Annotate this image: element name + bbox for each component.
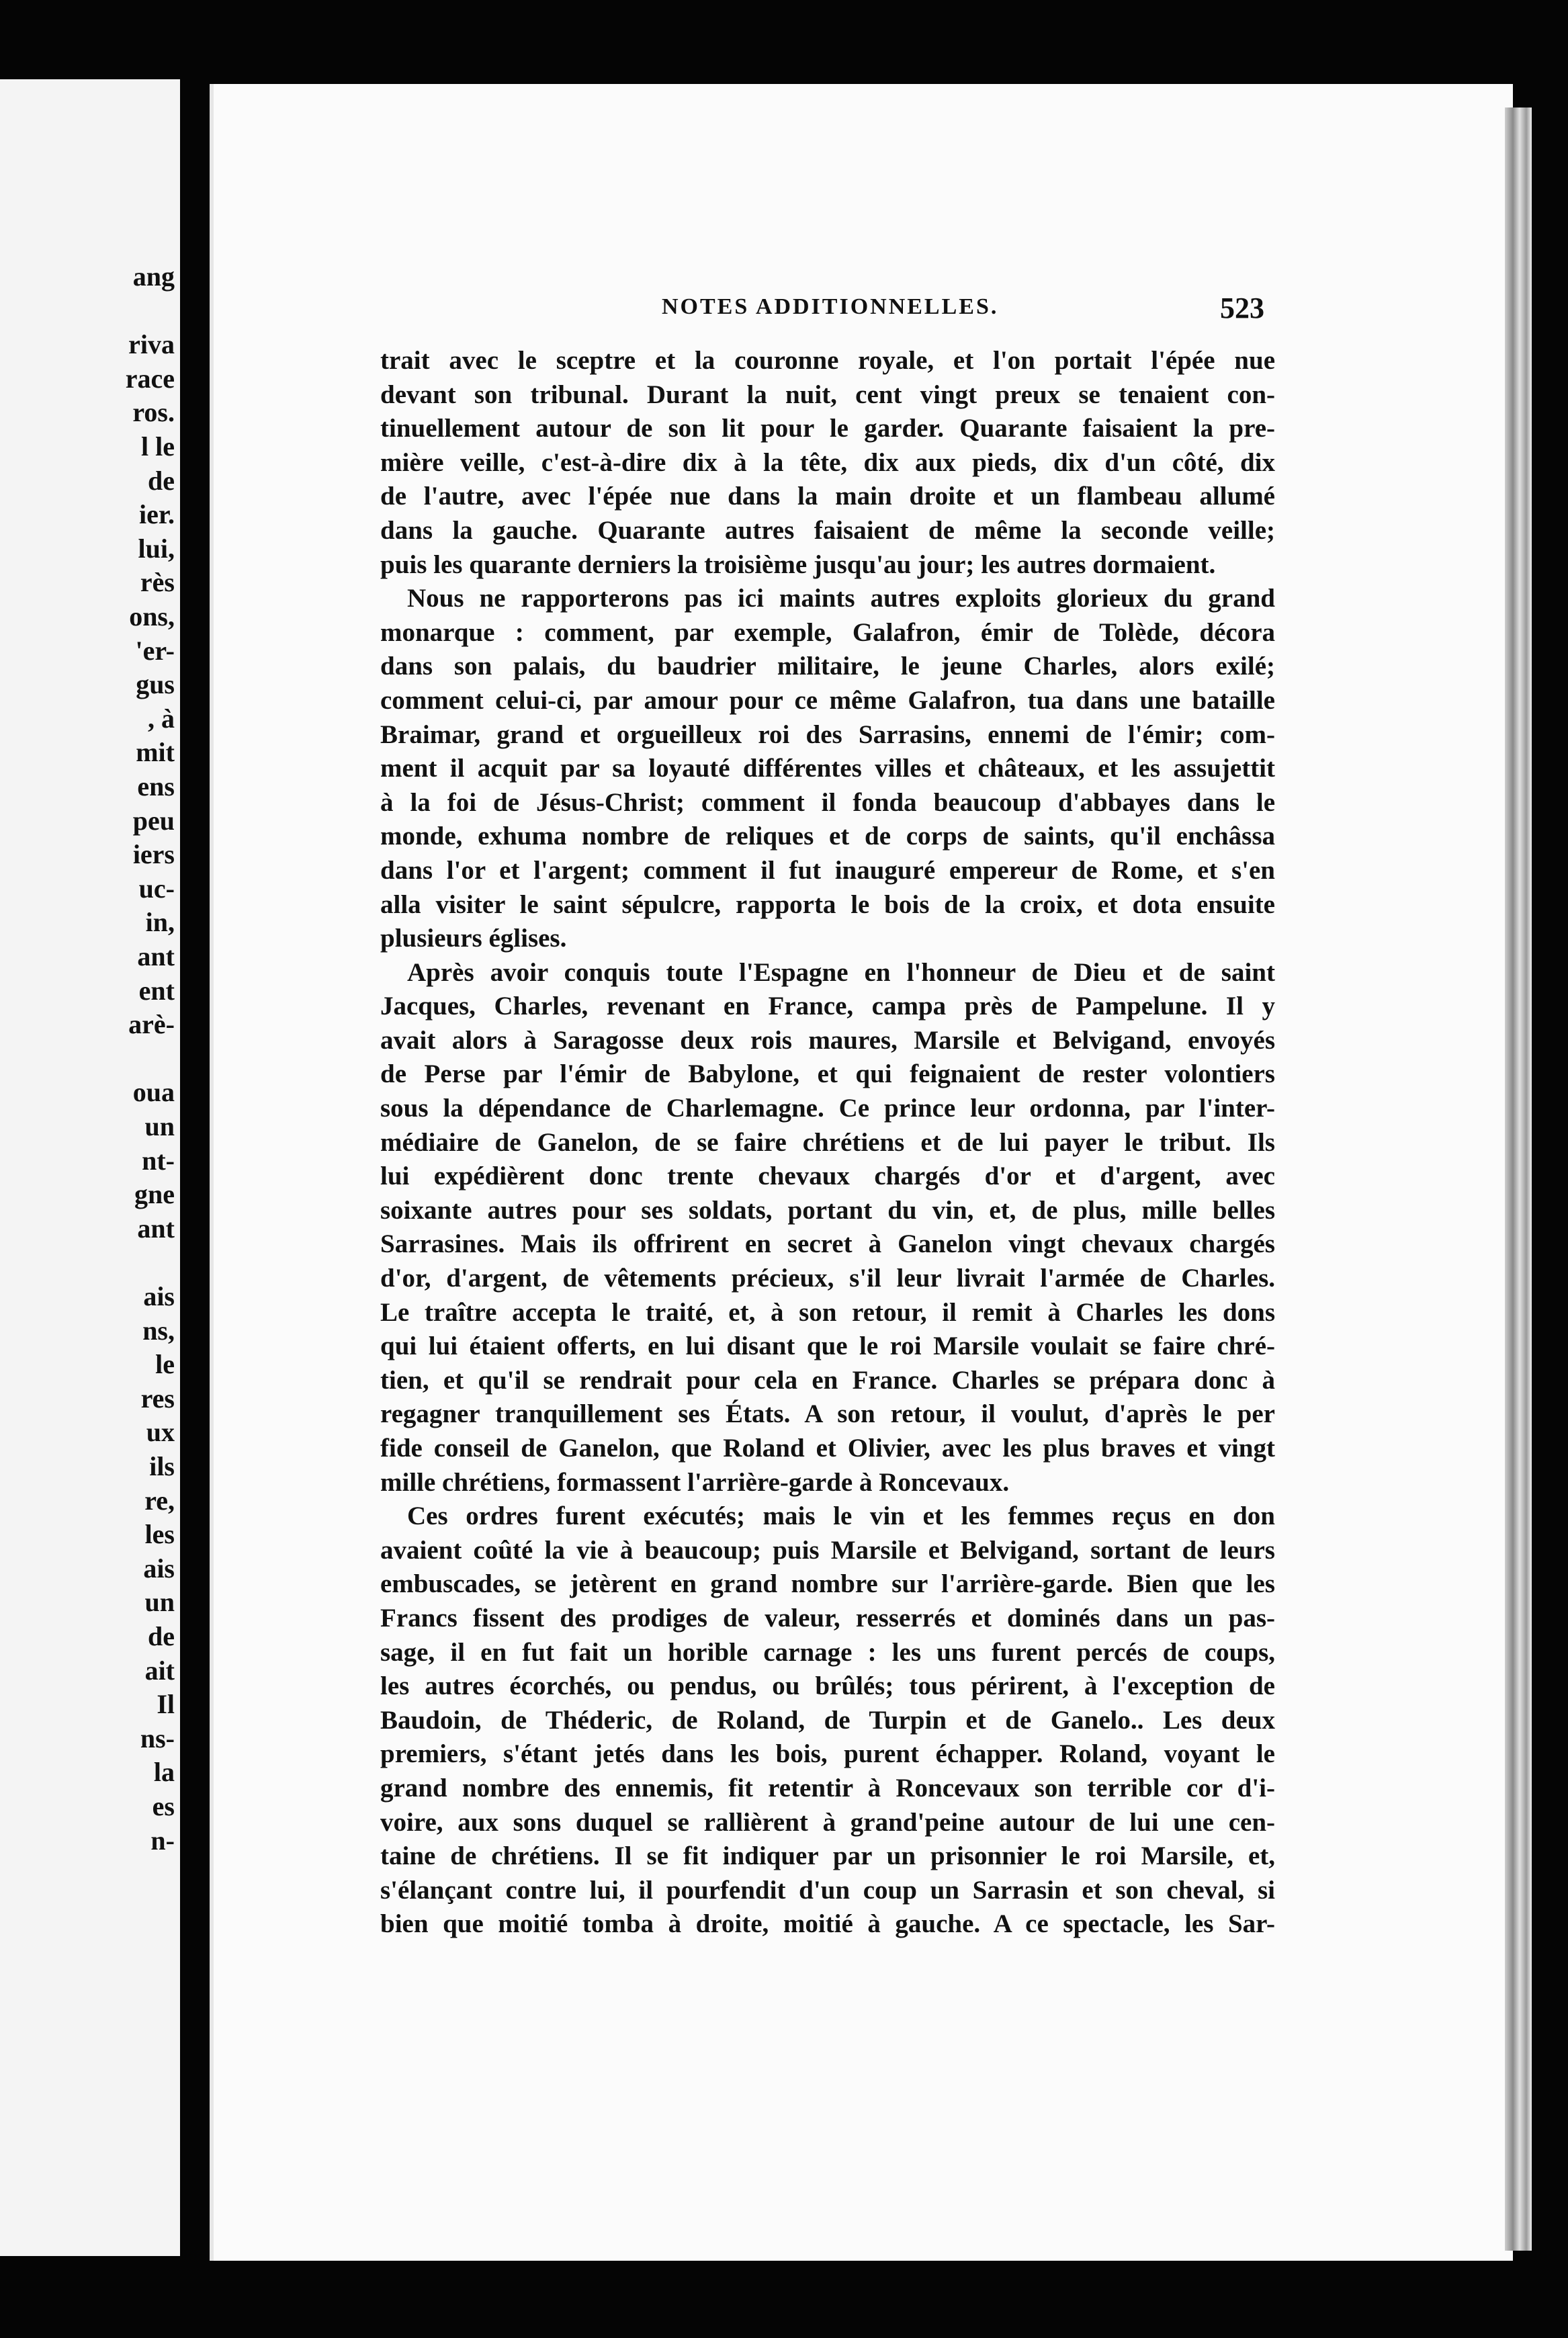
text-line: médiaire de Ganelon, de se faire chrétiens et de lui payer le tribut. Ils	[380, 1127, 1275, 1157]
text-line: fide conseil de Ganelon, que Roland et Olivier, avec les plus braves et vingt	[380, 1434, 1275, 1463]
facing-page-fragment: ent	[138, 975, 175, 1006]
text-line: dans l'or et l'argent; comment il fut inauguré empereur de Rome, et s'en	[380, 855, 1275, 885]
facing-page-fragment: lui,	[138, 533, 175, 564]
text-line: embuscades, se jetèrent en grand nombre sur l'arrière-garde. Bien que les	[380, 1569, 1275, 1599]
facing-page-fragment: ns-	[140, 1723, 175, 1754]
text-line: à la foi de Jésus-Christ; comment il fonda beaucoup d'abbayes dans le	[380, 787, 1275, 817]
facing-page-fragment: uc-	[138, 873, 175, 904]
facing-page-fragment: peu	[132, 805, 175, 836]
text-line: Le traître accepta le traité, et, à son retour, il remit à Charles les dons	[380, 1297, 1275, 1327]
facing-page-fragment: les	[144, 1519, 175, 1550]
facing-page-fragment: gne	[134, 1179, 175, 1210]
text-line: mière veille, c'est-à-dire dix à la tête, dix aux pieds, dix d'un côté, dix	[380, 447, 1275, 477]
text-line: puis les quarante derniers la troisième jusqu'au jour; les autres dormaient.	[380, 550, 1216, 579]
facing-page-fragment: de	[148, 1621, 175, 1651]
facing-page-fragment: 'er-	[135, 635, 175, 666]
text-line: grand nombre des ennemis, fit retentir à Roncevaux son terrible cor d'i-	[380, 1773, 1275, 1803]
text-line: trait avec le sceptre et la couronne royale, et l'on portait l'épée nue	[380, 346, 1275, 375]
facing-page-fragment: ant	[137, 1213, 175, 1244]
facing-page-fragment: un	[144, 1111, 175, 1141]
facing-page-fragment: oua	[132, 1077, 175, 1108]
text-line: sage, il en fut fait un horible carnage : les uns furent percés de coups,	[380, 1637, 1275, 1667]
facing-page-fragment: race	[125, 363, 175, 394]
text-line: tien, et qu'il se rendrait pour cela en France. Charles se prépara donc à	[380, 1365, 1275, 1395]
facing-page-fragment: riva	[128, 329, 175, 360]
facing-page-fragment: mit	[136, 737, 175, 768]
facing-page-fragment: l le	[141, 431, 175, 462]
facing-page-left	[0, 79, 180, 2256]
text-line: Francs fissent des prodiges de valeur, resserrés et dominés dans un pas-	[380, 1603, 1275, 1633]
facing-page-fragment: ros.	[132, 397, 175, 428]
text-line: d'or, d'argent, de vêtements précieux, s'il leur livrait l'armée de Charles.	[380, 1264, 1275, 1293]
text-line: lui expédièrent donc trente chevaux chargés d'or et d'argent, avec	[380, 1162, 1275, 1191]
text-line: avait alors à Saragosse deux rois maures, Marsile et Belvigand, envoyés	[380, 1025, 1275, 1055]
text-line: qui lui étaient offerts, en lui disant que le roi Marsile voulait se faire chré-	[380, 1332, 1275, 1361]
facing-page-fragment: ux	[146, 1417, 175, 1448]
facing-page-fragment: rès	[140, 567, 175, 598]
text-line: Après avoir conquis toute l'Espagne en l'honneur de Dieu et de saint	[407, 957, 1275, 987]
text-line: de Perse par l'émir de Babylone, et qui feignaient de rester volontiers	[380, 1059, 1275, 1089]
facing-page-fragment: n-	[150, 1825, 175, 1856]
facing-page-fragment: arè-	[128, 1009, 175, 1040]
facing-page-fragment: ons,	[129, 601, 175, 632]
text-line: avaient coûté la vie à beaucoup; puis Marsile et Belvigand, sortant de leurs	[380, 1535, 1275, 1565]
facing-page-fragment: ens	[137, 771, 175, 802]
text-line: regagner tranquillement ses États. A son retour, il voulut, d'après le per	[380, 1399, 1275, 1429]
facing-page-fragment: ais	[143, 1281, 175, 1311]
facing-page-fragment: ier.	[139, 499, 175, 530]
facing-page-fragment: le	[155, 1349, 175, 1380]
text-line: Braimar, grand et orgueilleux roi des Sarrasins, ennemi de l'émir; com-	[380, 720, 1275, 749]
page-edge-stack	[1505, 107, 1532, 2251]
text-line: voire, aux sons duquel se rallièrent à grand'peine autour de lui une cen-	[380, 1807, 1275, 1837]
facing-page-fragment: la	[153, 1757, 175, 1788]
facing-page-fragment: iers	[132, 839, 175, 870]
text-line: Baudoin, de Théderic, de Roland, de Turpin et de Ganelo.. Les deux	[380, 1705, 1275, 1735]
facing-page-fragment: ant	[137, 941, 175, 971]
text-line: alla visiter le saint sépulcre, rapporta le bois de la croix, et dota ensuite	[380, 890, 1275, 919]
facing-page-fragment: ns,	[142, 1315, 175, 1346]
text-line: les autres écorchés, ou pendus, ou brûlés; tous périrent, à l'exception de	[380, 1672, 1275, 1701]
facing-page-fragment: gus	[136, 669, 175, 700]
text-line: Ces ordres furent exécutés; mais le vin et les femmes reçus en don	[407, 1502, 1275, 1531]
text-line: monde, exhuma nombre de reliques et de corps de saints, qu'il enchâssa	[380, 822, 1275, 851]
text-line: dans la gauche. Quarante autres faisaient de même la seconde veille;	[380, 515, 1275, 545]
text-line: comment celui-ci, par amour pour ce même Galafron, tua dans une bataille	[380, 685, 1275, 715]
facing-page-fragment: ait	[144, 1655, 175, 1686]
facing-page-fragment: in,	[145, 907, 175, 938]
facing-page-fragment: Il	[157, 1689, 175, 1720]
text-line: devant son tribunal. Durant la nuit, cent vingt preux se tenaient con-	[380, 380, 1275, 409]
text-line: plusieurs églises.	[380, 924, 567, 953]
facing-page-fragment: es	[152, 1791, 175, 1821]
facing-page-fragment: un	[144, 1587, 175, 1618]
text-line: Jacques, Charles, revenant en France, campa près de Pampelune. Il y	[380, 992, 1275, 1021]
page-number: 523	[1220, 292, 1264, 324]
text-line: tinuellement autour de son lit pour le garder. Quarante faisaient la pre-	[380, 414, 1275, 443]
facing-page-fragment: re,	[144, 1485, 175, 1516]
text-line: dans son palais, du baudrier militaire, le jeune Charles, alors exilé;	[380, 652, 1275, 681]
text-line: s'élançant contre lui, il pourfendit d'un coup un Sarrasin et son cheval, si	[380, 1875, 1275, 1905]
text-line: monarque : comment, par exemple, Galafron, émir de Tolède, décora	[380, 617, 1275, 647]
running-head: NOTES ADDITIONNELLES.	[662, 294, 999, 319]
facing-page-fragment: de	[148, 465, 175, 496]
text-line: soixante autres pour ses soldats, portant du vin, et, de plus, mille belles	[380, 1195, 1275, 1225]
facing-page-fragment: ils	[149, 1451, 175, 1481]
facing-page-fragment: nt-	[142, 1145, 175, 1176]
body-text	[380, 344, 1275, 1942]
facing-page-fragment: ais	[143, 1553, 175, 1584]
facing-page-fragment: res	[140, 1383, 175, 1414]
text-line: bien que moitié tomba à droite, moitié à gauche. A ce spectacle, les Sar-	[380, 1909, 1275, 1939]
text-line: de l'autre, avec l'épée nue dans la main droite et un flambeau allumé	[380, 482, 1275, 511]
facing-page-fragment: , à	[148, 703, 175, 734]
text-line: mille chrétiens, formassent l'arrière-garde à Roncevaux.	[380, 1467, 1010, 1497]
facing-page-fragment: ang	[132, 261, 175, 292]
text-line: Nous ne rapporterons pas ici maints autres exploits glorieux du grand	[407, 584, 1275, 613]
text-line: ment il acquit par sa loyauté différentes villes et châteaux, et les assujettit	[380, 754, 1275, 783]
text-line: premiers, s'étant jetés dans les bois, purent échapper. Roland, voyant le	[380, 1739, 1275, 1769]
text-line: sous la dépendance de Charlemagne. Ce prince leur ordonna, par l'inter-	[380, 1094, 1275, 1123]
text-line: taine de chrétiens. Il se fit indiquer par un prisonnier le roi Marsile, et,	[380, 1842, 1275, 1871]
text-line: Sarrasines. Mais ils offrirent en secret à Ganelon vingt chevaux chargés	[380, 1229, 1275, 1259]
